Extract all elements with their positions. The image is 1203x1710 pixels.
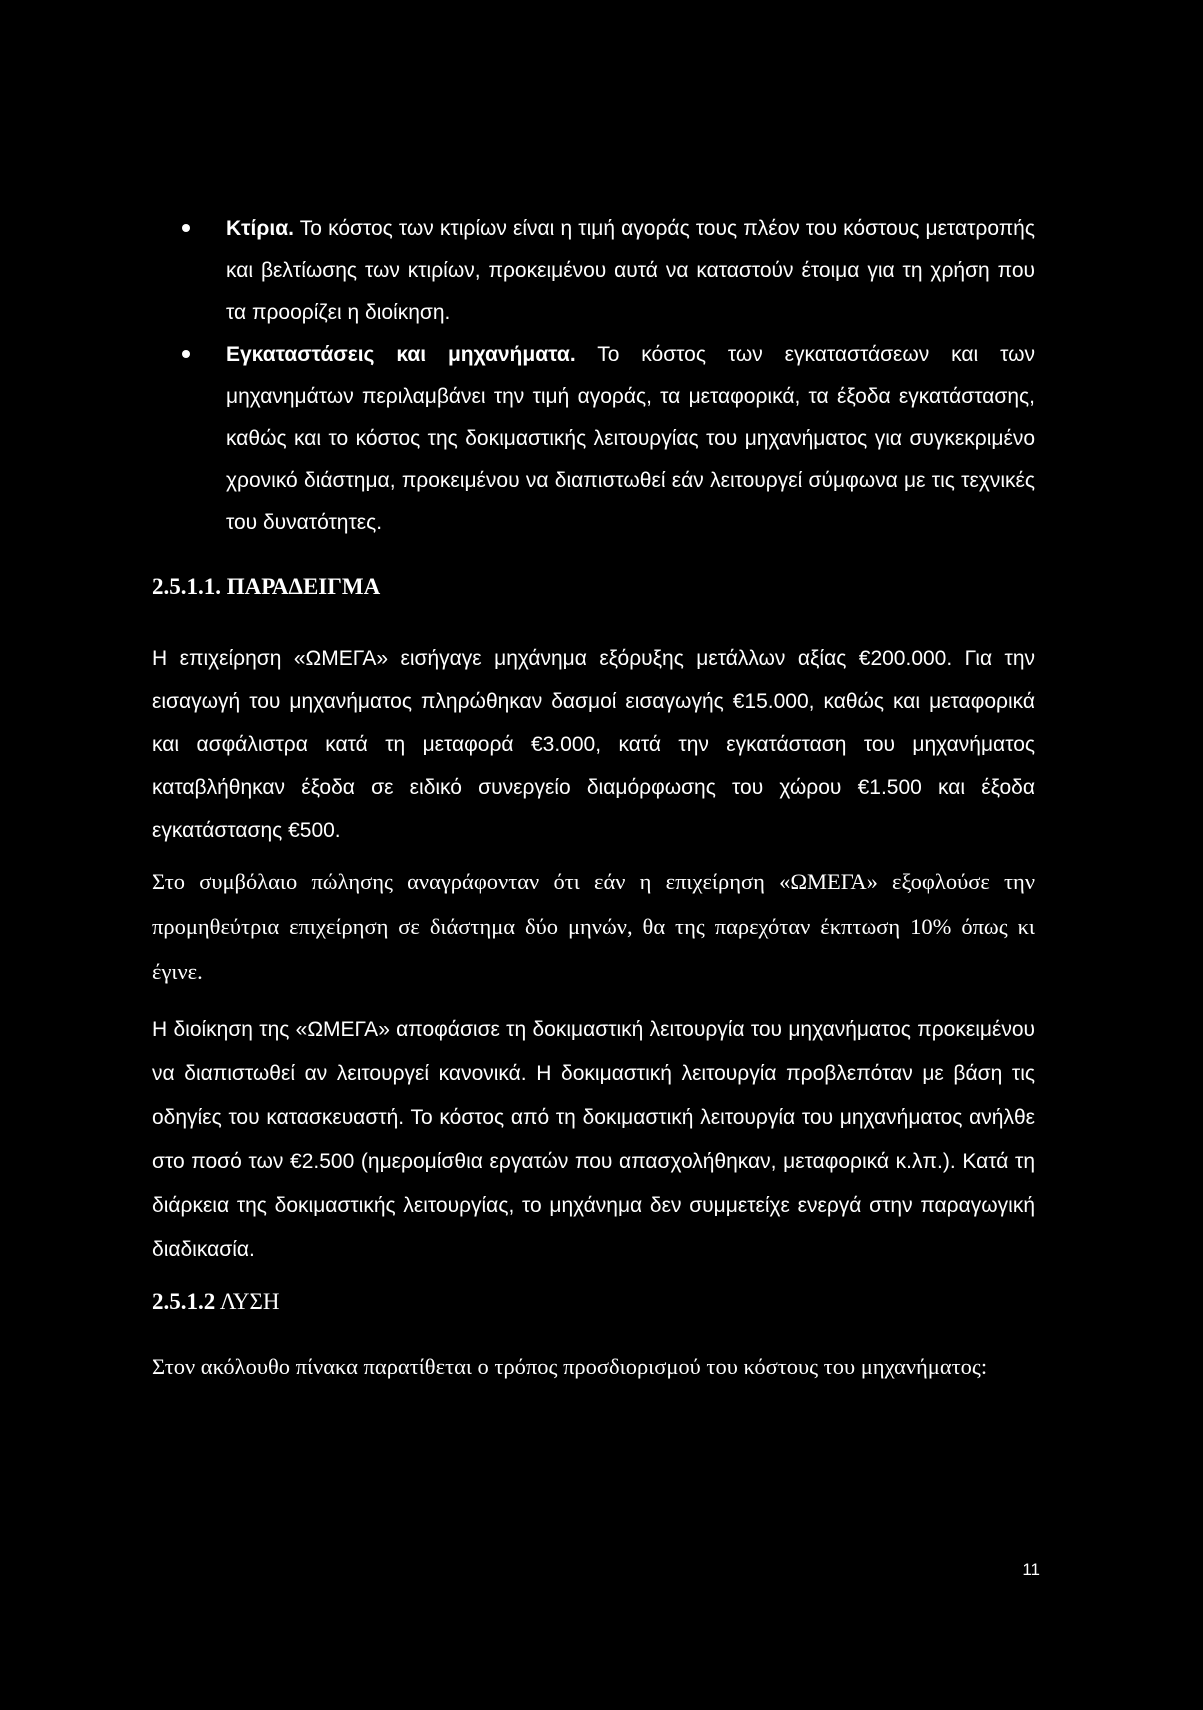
section-heading-title: ΛΥΣΗ [219, 1289, 280, 1314]
solution-paragraph: Στον ακόλουθο πίνακα παρατίθεται ο τρόπος προσδιορισμού του κόστους του μηχανήματος: [152, 1354, 988, 1379]
bullet-heading: Εγκαταστάσεις και μηχανήματα. [226, 343, 576, 366]
page-number: 11 [1022, 1560, 1040, 1579]
bullet-item-buildings [180, 207, 1035, 333]
bullet-item-installations [180, 333, 1035, 543]
section-heading-example: 2.5.1.1. ΠΑΡΑΔΕΙΓΜΑ [152, 574, 381, 599]
bullet-list [180, 207, 1035, 543]
bullet-icon [182, 224, 190, 232]
bullet-icon [182, 350, 190, 358]
example-paragraph-3: Η διοίκηση της «ΩΜΕΓΑ» αποφάσισε τη δοκιμαστική λειτουργία του μηχανήματος προκειμένου να διαπιστωθεί αν λειτουργεί κανονικά. Η δοκιμαστική λειτουργία προβλεπόταν με βάση τις οδηγίες του κατασκευαστή. Το κόστος από τη δοκιμαστική λειτουργία του μηχανήματος ανήλθε στο ποσό των €2.500 (ημερομίσθια εργατών που απασχολήθηκαν, μεταφορικά κ.λπ.). Κατά τη διάρκεια της δοκιμαστικής λειτουργίας, το μηχάνημα δεν συμμετείχε ενεργά στην παραγωγική διαδικασία. [152, 1018, 1035, 1261]
bullet-text: Το κόστος των κτιρίων είναι η τιμή αγοράς τους πλέον του κόστους μετατροπής και βελτίωσης των κτιρίων, προκειμένου αυτά να καταστούν έτοιμα για τη χρήση που τα προορίζει η διοίκηση. [226, 217, 1035, 324]
bullet-text: Το κόστος των εγκαταστάσεων και των μηχανημάτων περιλαμβάνει την τιμή αγοράς, τα μεταφορικά, τα έξοδα εγκατάστασης, καθώς και το κόστος της δοκιμαστικής λειτουργίας του μηχανήματος για συγκεκριμένο χρονικό διάστημα, προκειμένου να διαπιστωθεί εάν λειτουργεί σύμφωνα με τις τεχνικές του δυνατότητες. [226, 343, 1035, 534]
example-paragraph-1: Η επιχείρηση «ΩΜΕΓΑ» εισήγαγε μηχάνημα εξόρυξης μετάλλων αξίας €200.000. Για την εισαγωγή του μηχανήματος πληρώθηκαν δασμοί εισαγωγής €15.000, καθώς και μεταφορικά και ασφάλιστρα κατά τη μεταφορά €3.000, κατά την εγκατάσταση του μηχανήματος καταβλήθηκαν έξοδα σε ειδικό συνεργείο διαμόρφωσης του χώρου €1.500 και έξοδα εγκατάστασης €500. [152, 647, 1035, 842]
section-heading-number: 2.5.1.2 [152, 1289, 216, 1314]
bullet-heading: Κτίρια. [226, 217, 294, 240]
example-paragraph-2: Στο συμβόλαιο πώλησης αναγράφονταν ότι εάν η επιχείρηση «ΩΜΕΓΑ» εξοφλούσε την προμηθεύτρια επιχείρηση σε διάστημα δύο μηνών, θα της παρεχόταν έκπτωση 10% όπως κι έγινε. [152, 869, 1035, 984]
section-heading-solution [152, 1287, 280, 1317]
